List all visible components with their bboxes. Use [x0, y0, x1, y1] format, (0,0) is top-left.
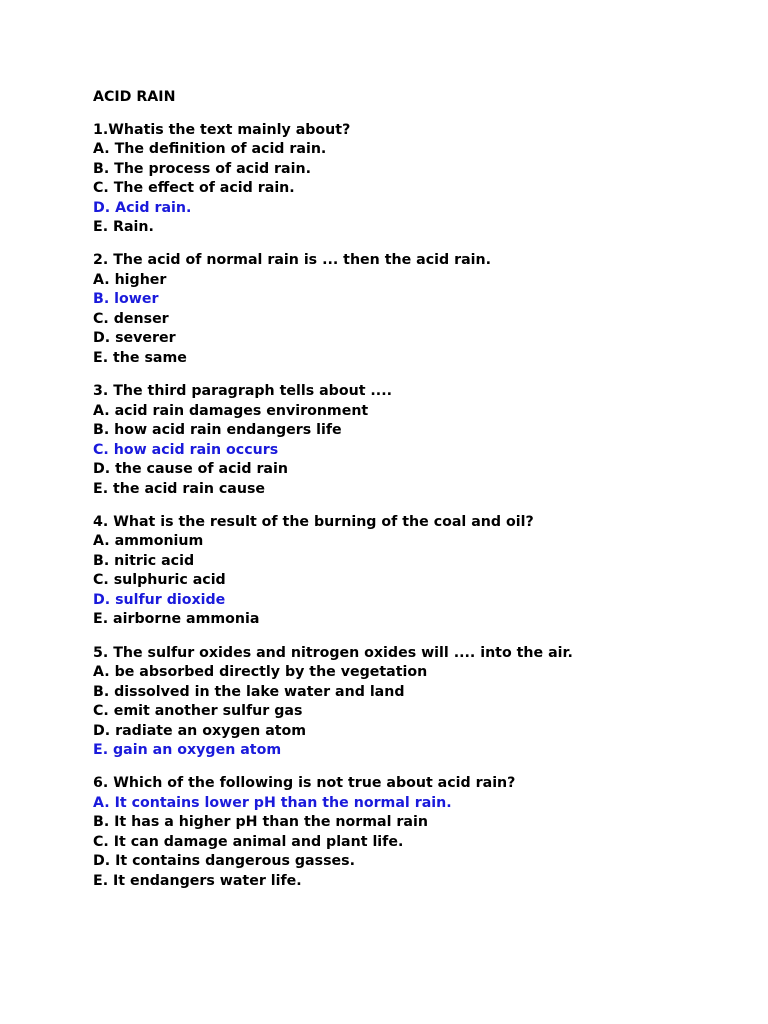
answer-option: A. acid rain damages environment: [93, 402, 369, 419]
answer-option-highlighted: E. gain an oxygen atom: [93, 742, 282, 759]
answer-option: B. dissolved in the lake water and land: [93, 683, 405, 700]
answer-option: A. be absorbed directly by the vegetation: [93, 664, 428, 681]
question-stem: 6. Which of the following is not true about acid rain?: [93, 775, 516, 792]
answer-option: C. The effect of acid rain.: [93, 180, 295, 196]
answer-option: E. the acid rain cause: [93, 480, 266, 497]
answer-option: D. severer: [93, 330, 176, 347]
question-block: [93, 513, 733, 630]
question-block: [93, 382, 733, 499]
question-stem: 2. The acid of normal rain is ... then the acid rain.: [93, 252, 492, 269]
answer-option-highlighted: C. how acid rain occurs: [93, 441, 279, 458]
question-stem: 3. The third paragraph tells about ....: [93, 383, 392, 400]
answer-option: E. Rain.: [93, 219, 154, 235]
answer-option: D. radiate an oxygen atom: [93, 722, 307, 739]
answer-option: A. higher: [93, 271, 167, 288]
answer-option: A. ammonium: [93, 533, 204, 550]
question-stem: 1.Whatis the text mainly about?: [93, 121, 351, 138]
answer-option: E. airborne ammonia: [93, 611, 260, 628]
answer-option: C. emit another sulfur gas: [93, 703, 303, 720]
question-block: [93, 644, 733, 761]
document-page: [93, 88, 733, 905]
answer-option-highlighted: D. Acid rain.: [93, 199, 192, 216]
answer-option: C. sulphuric acid: [93, 572, 226, 589]
answer-option: B. It has a higher pH than the normal rain: [93, 814, 428, 831]
answer-option-highlighted: B. lower: [93, 291, 159, 308]
answer-option: C. It can damage animal and plant life.: [93, 833, 404, 850]
answer-option: B. nitric acid: [93, 552, 195, 569]
answer-option: E. It endangers water life.: [93, 872, 302, 889]
document-title: ACID RAIN: [93, 89, 176, 105]
question-block: [93, 251, 733, 368]
question-list: [93, 121, 733, 892]
answer-option: C. denser: [93, 310, 169, 327]
question-block: [93, 121, 733, 238]
answer-option: D. It contains dangerous gasses.: [93, 853, 355, 870]
question-stem: 5. The sulfur oxides and nitrogen oxides will .... into the air.: [93, 644, 573, 661]
answer-option-highlighted: A. It contains lower pH than the normal rain.: [93, 794, 452, 811]
answer-option: A. The definition of acid rain.: [93, 141, 327, 157]
question-block: [93, 774, 733, 891]
answer-option-highlighted: D. sulfur dioxide: [93, 591, 226, 608]
answer-option: B. how acid rain endangers life: [93, 422, 342, 439]
answer-option: E. the same: [93, 349, 187, 366]
answer-option: D. the cause of acid rain: [93, 461, 288, 478]
question-stem: 4. What is the result of the burning of the coal and oil?: [93, 513, 534, 530]
answer-option: B. The process of acid rain.: [93, 160, 311, 177]
